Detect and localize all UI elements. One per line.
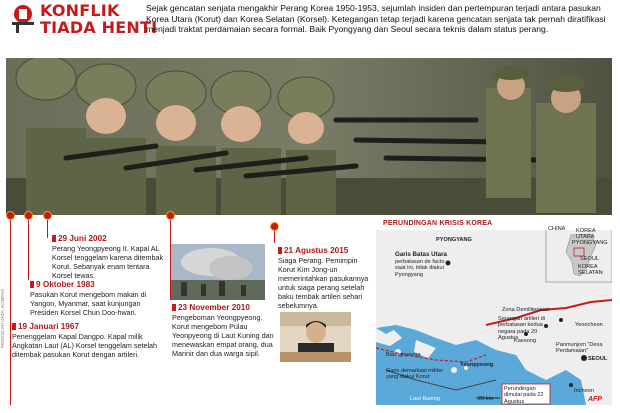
inset-label-seoul: SEOUL: [580, 256, 599, 262]
map-label-talks: Perundingan dimulai pada 22 Agustus: [504, 386, 544, 405]
map-scale-label: 20 km: [478, 396, 494, 402]
map-label-seoul: SEOUL: [588, 356, 608, 362]
timeline-stem: [47, 220, 48, 238]
map-label-incheon: Incheon: [574, 388, 594, 394]
map-label-pyongyang: PYONGYANG: [436, 237, 472, 243]
map-label-yellow-sea: Laut Kuning: [410, 396, 440, 402]
map-label-yeonpyeong: Yeonpyeong: [460, 362, 494, 368]
timeline-dot: [24, 211, 33, 220]
timeline-event-2010: [172, 303, 276, 358]
inset-label-sk: KOREA SELATAN: [578, 264, 603, 277]
timeline-event-1983: [30, 280, 168, 317]
timeline-line: [10, 215, 11, 405]
event-text: Pengeboman Yeongpyeong. Korut mengebom Pulau Yeonpyeong di Laut Kuning dan menewaskan empat orang, dua Marinir dan dua warga sipil.: [172, 313, 274, 358]
kim-jong-un-photo: [280, 312, 351, 362]
timeline-dot: [43, 211, 52, 220]
event-text: Pasukan Korut mengebom makan di Yangon, Myanmar, saat kunjungan Presiden Korsel Chun Doo-hwan.: [30, 290, 147, 317]
title-line-1: KONFLIK: [40, 1, 120, 20]
map-label-nll-text: perbatasan de facto saat ini, tidak diakui Pyongyang: [395, 259, 445, 278]
event-date: 21 Agustus 2015: [278, 246, 374, 255]
credit-text: PENGOLAH DATA: KOMPAS: [0, 288, 5, 348]
map-label-mdl: Garis demarkasi militer yang diakui Korut: [386, 368, 444, 381]
yeonpyeong-smoke-photo: [171, 244, 265, 300]
timeline-event-1967: [12, 322, 168, 359]
event-date: 9 Oktober 1983: [30, 280, 168, 289]
event-text: Siaga Perang. Pemimpin Korut Kim Jong-un memerintahkan pasukannya untuk siaga perang setelah baku tembak artileri sehari sebelumnya.: [278, 256, 369, 310]
intro-paragraph: Sejak gencatan senjata mengakhir Perang Korea 1950-1953, sejumlah insiden dan pertempuran terjadi antara pasukan Korea Utara (Korut) dan Korea Selatan (Korsel). Ketegangan tetap terjadi karena gencatan senjata tak pernah diratifikasi menjadi traktat perdamaian secara formal. Baik Pyongyang dan Seoul secara teknis dalam status perang.: [146, 3, 606, 35]
inset-label-china: CHINA: [548, 226, 566, 232]
afp-logo: AFP: [588, 396, 602, 403]
map-label-dmz: Zona Demiliterisasi: [502, 307, 550, 313]
map-label-kaesong: Kaesong: [514, 338, 537, 344]
map-label-yeoncheon: Yeoncheon: [575, 322, 603, 328]
timeline-stem: [274, 231, 275, 243]
map-label-baengnyeong: Baengnyeong: [386, 352, 421, 358]
timeline-event-2015: [278, 246, 374, 310]
event-text: Perang Yeongpyeong II. Kapal AL Korsel tenggelam karena ditembak Korut. Sebanyak enam tentara Korsel tewas.: [52, 244, 164, 280]
map-label-attack: Serangan artileri di perbatasan kedua negara pada 20 Agustus: [498, 316, 545, 342]
inset-label-nk: KOREA UTARA: [576, 228, 596, 241]
event-date: 29 Juni 2002: [52, 234, 170, 243]
crossed-rifles-icon: [10, 4, 38, 34]
event-text: Penenggelam Kapal Dangpo. Kapal milik Angkatan Laut (AL) Korsel tenggelam setelah ditembak pasukan Korut dengan artileri.: [12, 332, 158, 359]
map-label-nll-title: Garis Batas Utara: [395, 251, 447, 258]
map-title: PERUNDINGAN KRISIS KOREA: [383, 220, 493, 227]
title-line-2: TIADA HENTI: [40, 18, 158, 37]
inset-label-pyongyang: PYONGYANG: [572, 240, 608, 246]
timeline-stem: [28, 220, 29, 280]
timeline-event-2002: [52, 234, 170, 280]
page-title: [40, 2, 157, 36]
timeline-dot: [6, 211, 15, 220]
event-date: 19 Januari 1967: [12, 322, 168, 331]
soldiers-photo: [6, 58, 612, 215]
timeline-dot: [270, 222, 279, 231]
timeline-dot: [166, 211, 175, 220]
map-label-panmunjom: Panmunjom "Desa Perdamaian": [556, 342, 603, 355]
event-date: 23 November 2010: [172, 303, 276, 312]
